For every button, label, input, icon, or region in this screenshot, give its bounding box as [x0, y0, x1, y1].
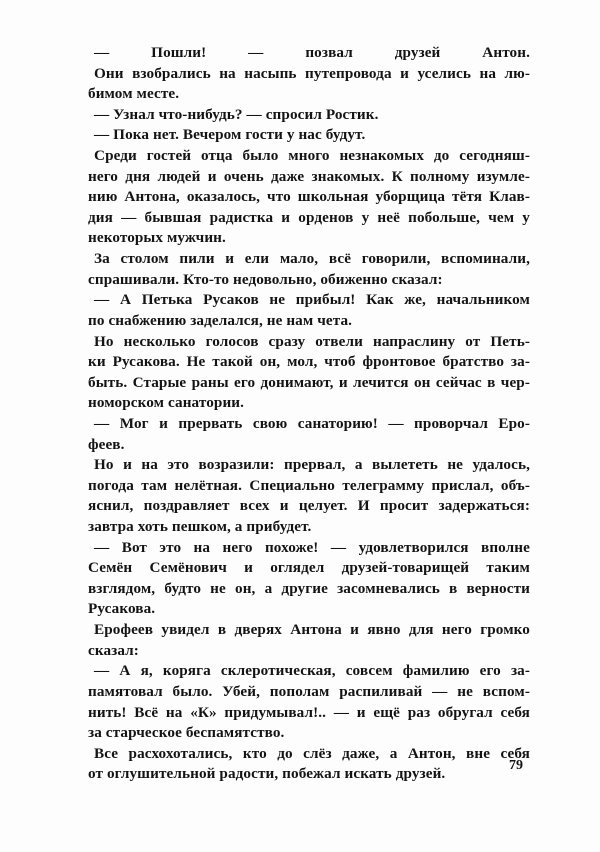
text-line: феев. — [88, 435, 125, 453]
text-line: За столом пили и ели мало, всё говорили, вспоминали, — [94, 250, 530, 268]
text-line: некоторых мужчин. — [88, 229, 226, 247]
text-line: за старческое беспамятство. — [88, 724, 285, 742]
text-line: погода там нелётная. Специально телеграмму прислал, объ- — [88, 476, 530, 494]
text-line: бимом месте. — [88, 85, 180, 103]
text-line: — Пошли! — позвал друзей Антон. — [94, 44, 530, 61]
text-line: спрашивали. Кто-то недовольно, обиженно сказал: — [88, 270, 443, 288]
text-line: завтра хоть пешком, а прибудет. — [88, 518, 312, 536]
text-line: — А Петька Русаков не прибыл! Как же, начальником — [94, 291, 530, 309]
text-line: сказал: — [88, 641, 139, 659]
text-line: Они взобрались на насыпь путепровода и уселись на лю- — [94, 64, 530, 82]
text-line: ки Русакова. Не такой он, мол, чтоб фронтовое братство за- — [88, 353, 530, 371]
text-line: по снабжению заделался, не нам чета. — [88, 311, 353, 329]
text-line: дия — бывшая радистка и орденов у неё побольше, чем у — [88, 208, 530, 226]
text-line: быть. Старые раны его донимают, и лечится он сейчас в чер- — [88, 373, 530, 391]
text-line: номорском санатории. — [88, 394, 245, 412]
text-line: него дня людей и очень даже знакомых. К полному изумле- — [88, 167, 530, 185]
text-line: Среди гостей отца было много незнакомых до сегодняш- — [94, 147, 530, 165]
text-line: яснил, поздравляет всех и целует. И просит задержаться: — [88, 497, 530, 515]
text-line: взглядом, будто не он, а другие засомневались в верности — [88, 579, 530, 597]
body-text — [88, 43, 530, 785]
text-line: — Вот это на него похоже! — удовлетворился вполне — [94, 538, 530, 556]
text-line: памятовал было. Убей, пополам распиливай — не вспом- — [88, 682, 530, 700]
text-line: Но несколько голосов сразу отвели напраслину от Петь- — [94, 332, 530, 350]
text-line: от оглушительной радости, побежал искать друзей. — [88, 765, 446, 783]
page-number: 79 — [509, 758, 523, 773]
text-line: Русакова. — [88, 600, 156, 618]
text-line: Семён Семёнович и оглядел друзей-товарищей таким — [88, 559, 530, 577]
text-line: Все расхохотались, кто до слёз даже, а Антон, вне себя — [94, 744, 530, 762]
text-line: — А я, коряга склеротическая, совсем фамилию его за- — [94, 662, 530, 680]
text-line: нию Антона, оказалось, что школьная уборщица тётя Клав- — [88, 188, 530, 206]
text-line: нить! Всё на «К» придумывал!.. — и ещё раз обругал себя — [88, 703, 530, 721]
text-line: — Мог и прервать свою санаторию! — проворчал Еро- — [94, 414, 530, 432]
text-line: — Узнал что-нибудь? — спросил Ростик. — [94, 105, 379, 123]
text-line: — Пока нет. Вечером гости у нас будут. — [94, 126, 366, 144]
text-line: Ерофеев увидел в дверях Антона и явно для него громко — [94, 621, 530, 639]
text-line: Но и на это возразили: прервал, а вылететь не удалось, — [94, 456, 530, 474]
